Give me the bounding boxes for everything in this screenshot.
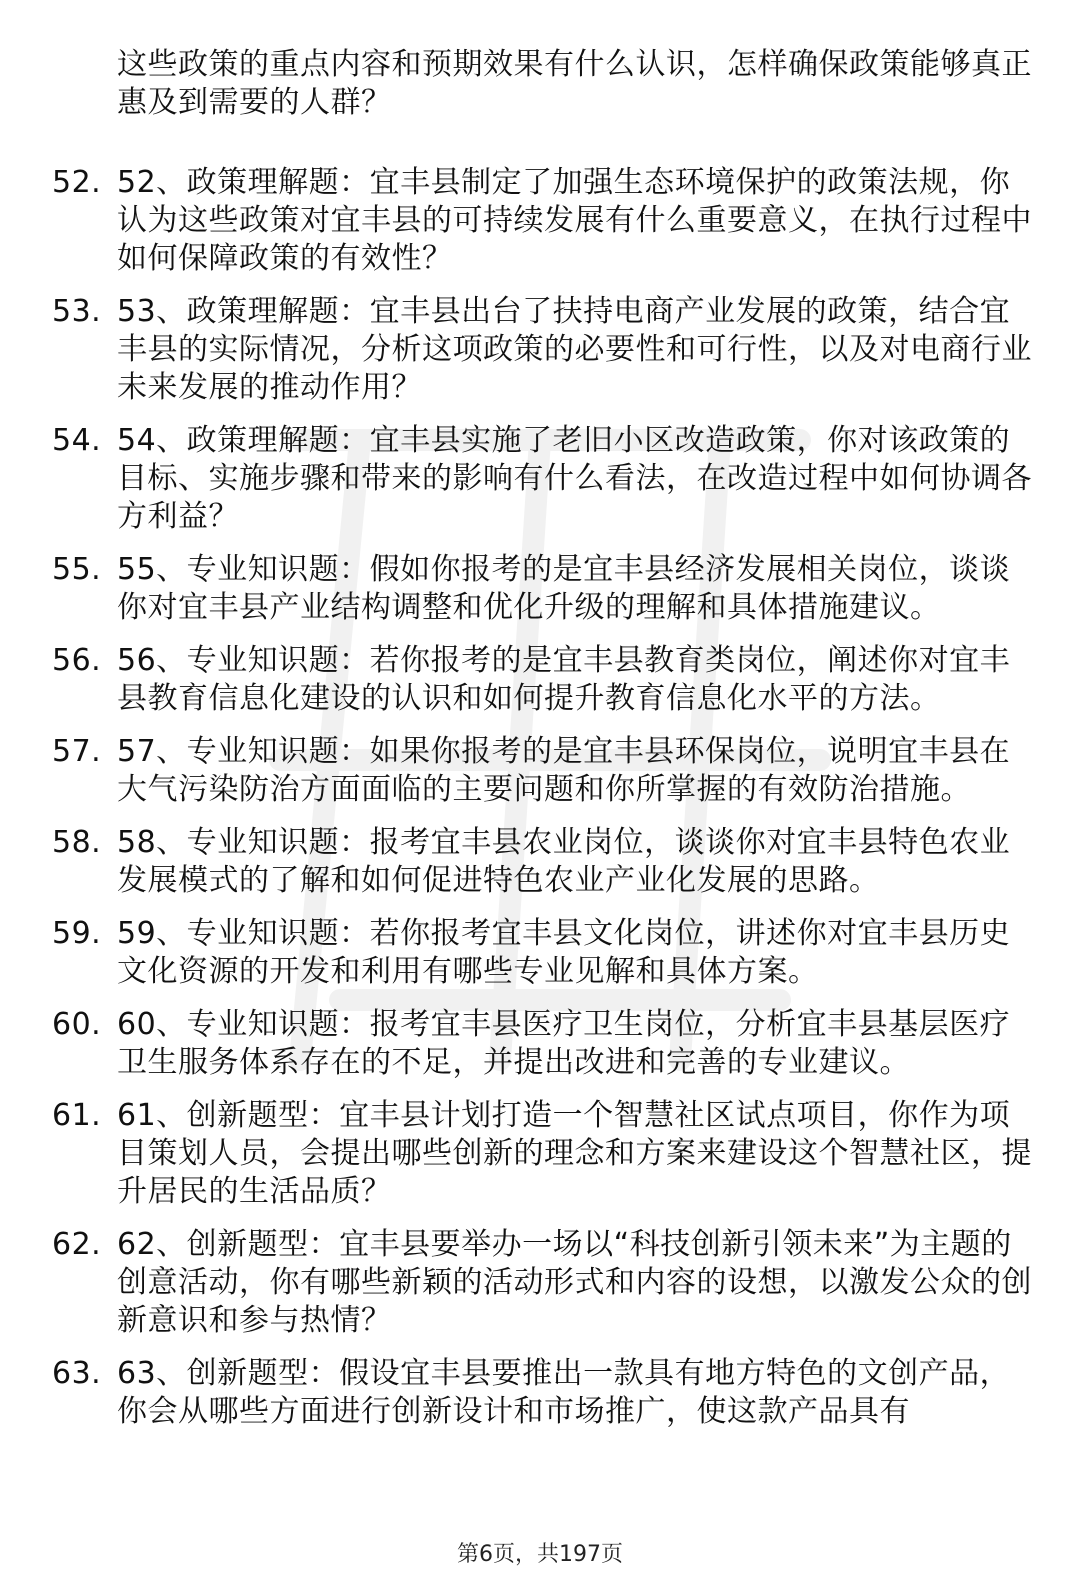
item-number: 58. [52, 825, 102, 860]
list-item [0, 1226, 1080, 1340]
item-number: 60. [52, 1007, 102, 1042]
item-number: 63. [52, 1356, 102, 1391]
list-item [0, 422, 1080, 536]
item-text: 60、专业知识题：报考宜丰县医疗卫生岗位，分析宜丰县基层医疗卫生服务体系存在的不足，并提出改进和完善的专业建议。 [117, 1007, 1011, 1080]
continuation-paragraph: 这些政策的重点内容和预期效果有什么认识，怎样确保政策能够真正惠及到需要的人群？ [117, 47, 1032, 120]
list-item [0, 551, 1080, 627]
item-text: 61、创新题型：宜丰县计划打造一个智慧社区试点项目，你作为项目策划人员，会提出哪些创新的理念和方案来建设这个智慧社区，提升居民的生活品质？ [117, 1098, 1032, 1209]
item-number: 54. [52, 423, 102, 458]
list-item [0, 1006, 1080, 1082]
list-item [0, 915, 1080, 991]
item-number: 55. [52, 552, 102, 587]
item-number: 62. [52, 1227, 102, 1262]
list-item [0, 293, 1080, 407]
item-text: 57、专业知识题：如果你报考的是宜丰县环保岗位，说明宜丰县在大气污染防治方面面临的主要问题和你所掌握的有效防治措施。 [117, 734, 1011, 807]
question-list [0, 164, 1080, 1446]
item-number: 53. [52, 294, 102, 329]
item-text: 52、政策理解题：宜丰县制定了加强生态环境保护的政策法规，你认为这些政策对宜丰县的可持续发展有什么重要意义，在执行过程中如何保障政策的有效性？ [117, 165, 1032, 276]
item-number: 56. [52, 643, 102, 678]
list-item [0, 824, 1080, 900]
list-item [0, 1097, 1080, 1211]
item-text: 55、专业知识题：假如你报考的是宜丰县经济发展相关岗位，谈谈你对宜丰县产业结构调整和优化升级的理解和具体措施建议。 [117, 552, 1011, 625]
list-item [0, 1355, 1080, 1431]
item-text: 62、创新题型：宜丰县要举办一场以“科技创新引领未来”为主题的创意活动，你有哪些新颖的活动形式和内容的设想，以激发公众的创新意识和参与热情？ [117, 1227, 1032, 1338]
item-text: 63、创新题型：假设宜丰县要推出一款具有地方特色的文创产品，你会从哪些方面进行创新设计和市场推广，使这款产品具有 [117, 1356, 1011, 1429]
list-item [0, 164, 1080, 278]
list-item [0, 733, 1080, 809]
item-number: 61. [52, 1098, 102, 1133]
page-footer: 第6页，共197页 [457, 1542, 623, 1567]
item-text: 59、专业知识题：若你报考宜丰县文化岗位，讲述你对宜丰县历史文化资源的开发和利用有哪些专业见解和具体方案。 [117, 916, 1011, 989]
list-item [0, 642, 1080, 718]
item-number: 59. [52, 916, 102, 951]
item-text: 53、政策理解题：宜丰县出台了扶持电商产业发展的政策，结合宜丰县的实际情况，分析这项政策的必要性和可行性，以及对电商行业未来发展的推动作用？ [117, 294, 1032, 405]
item-text: 54、政策理解题：宜丰县实施了老旧小区改造政策，你对该政策的目标、实施步骤和带来的影响有什么看法，在改造过程中如何协调各方利益？ [117, 423, 1032, 534]
item-number: 52. [52, 165, 102, 200]
item-text: 58、专业知识题：报考宜丰县农业岗位，谈谈你对宜丰县特色农业发展模式的了解和如何促进特色农业产业化发展的思路。 [117, 825, 1011, 898]
item-number: 57. [52, 734, 102, 769]
item-text: 56、专业知识题：若你报考的是宜丰县教育类岗位，阐述你对宜丰县教育信息化建设的认识和如何提升教育信息化水平的方法。 [117, 643, 1011, 716]
